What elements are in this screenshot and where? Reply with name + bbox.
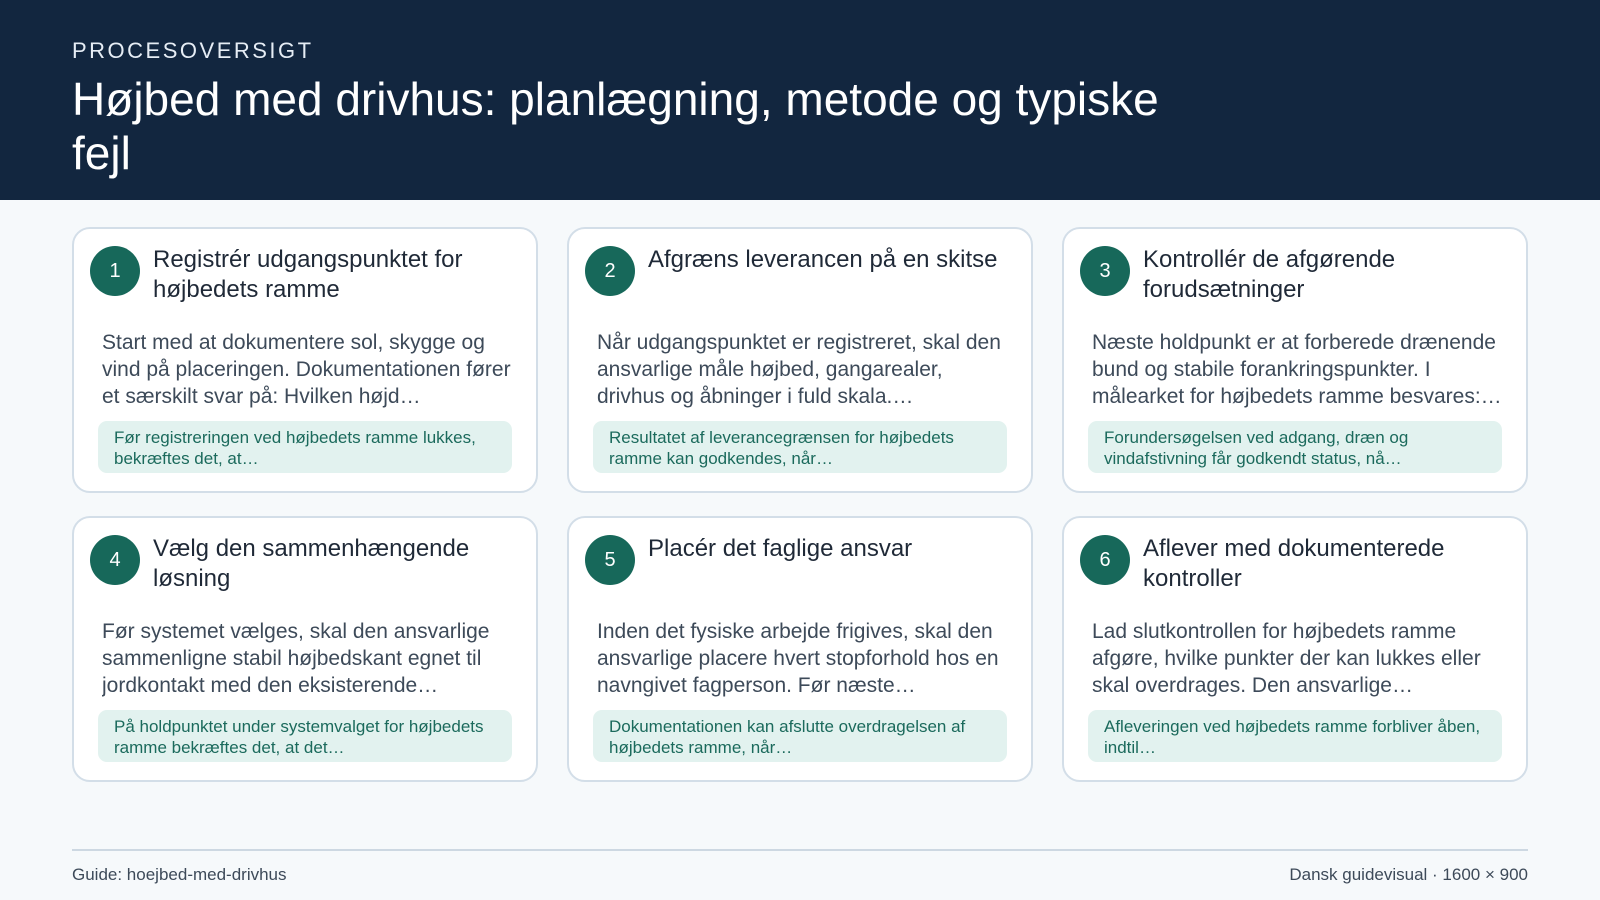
step-number-badge: 2 [585,246,635,296]
step-description: Start med at dokumentere sol, skygge og vind på placeringen. Dokumentationen fører et særskilt svar på: Hvilken højd… [102,331,511,408]
step-checkpoint-note: Før registreringen ved højbedets ramme lukkes, bekræftes det, at… [98,421,512,473]
step-checkpoint-note: Dokumentationen kan afslutte overdragelsen af højbedets ramme, når… [593,710,1007,762]
step-title: Afgræns leverancen på en skitse [648,246,998,273]
step-number-badge: 4 [90,535,140,585]
step-checkpoint-note: Afleveringen ved højbedets ramme forbliver åben, indtil… [1088,710,1502,762]
step-card-header [90,534,512,606]
step-checkpoint-note: Resultatet af leverancegrænsen for højbedets ramme kan godkendes, når… [593,421,1007,473]
step-number-badge: 3 [1080,246,1130,296]
footer-divider [72,849,1528,851]
step-number-badge: 1 [90,246,140,296]
step-title: Registrér udgangspunktet for højbedets ramme [153,246,463,303]
step-card-header [1080,245,1502,317]
step-description: Lad slutkontrollen for højbedets ramme afgøre, hvilke punkter der kan lukkes eller skal overdrages. Den ansvarlige… [1092,620,1481,697]
step-card-4 [72,516,538,782]
step-card-header [585,245,1007,317]
step-card-header [1080,534,1502,606]
step-checkpoint-note: På holdpunktet under systemvalget for højbedets ramme bekræftes det, at det… [98,710,512,762]
step-card-3 [1062,227,1528,493]
step-title: Kontrollér de afgørende forudsætninger [1143,246,1396,303]
step-card-1 [72,227,538,493]
step-card-header [585,534,1007,606]
eyebrow-label: PROCESOVERSIGT [72,38,314,63]
step-card-5 [567,516,1033,782]
page-title: Højbed med drivhus: planlægning, metode og typiske fejl [72,73,1159,179]
footer-guide-slug: Guide: hoejbed-med-drivhus [72,865,287,884]
step-card-header [90,245,512,317]
step-title: Aflever med dokumenterede kontroller [1143,535,1445,592]
header-banner [0,0,1600,200]
step-description: Næste holdpunkt er at forberede drænende bund og stabile forankringspunkter. I målearket for højbedets ramme besvares:… [1092,331,1502,408]
step-description: Når udgangspunktet er registreret, skal den ansvarlige måle højbed, gangarealer, drivhus og åbninger i fuld skala.… [597,331,1001,408]
step-checkpoint-note: Forundersøgelsen ved adgang, dræn og vindafstivning får godkendt status, nå… [1088,421,1502,473]
step-number-badge: 6 [1080,535,1130,585]
step-title: Vælg den sammenhængende løsning [153,535,470,592]
step-title: Placér det faglige ansvar [648,535,913,562]
step-description: Før systemet vælges, skal den ansvarlige sammenligne stabil højbedskant egnet til jordkontakt med den eksisterende… [102,620,490,697]
footer-format-label: Dansk guidevisual · 1600 × 900 [1289,865,1528,884]
step-description: Inden det fysiske arbejde frigives, skal den ansvarlige placere hvert stopforhold hos en navngivet fagperson. Før næste… [597,620,999,697]
step-number-badge: 5 [585,535,635,585]
step-grid [72,227,1528,782]
step-card-6 [1062,516,1528,782]
step-card-2 [567,227,1033,493]
